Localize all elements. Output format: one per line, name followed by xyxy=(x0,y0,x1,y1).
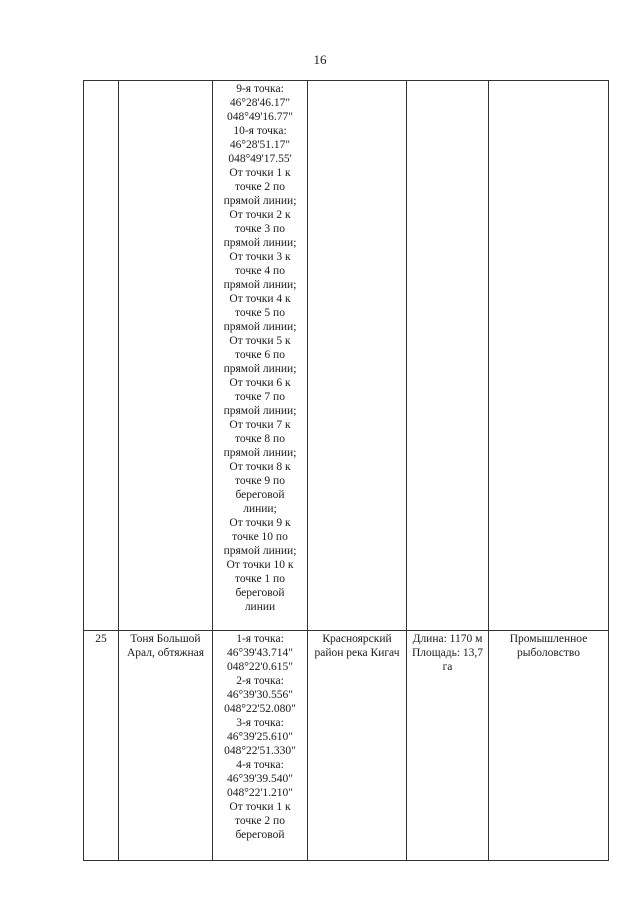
document-table xyxy=(83,80,609,861)
coordinate-line: прямой линии; xyxy=(223,447,297,459)
cell-purpose xyxy=(489,81,609,631)
coordinate-line: От точки 7 к xyxy=(229,419,291,431)
coordinate-line: точке 8 по xyxy=(235,433,285,445)
coordinate-line: точке 3 по xyxy=(235,223,285,235)
coordinate-line: 46°39'30.556" xyxy=(227,689,293,701)
coordinate-line: 2-я точка: xyxy=(236,675,284,687)
cell-dimensions xyxy=(407,631,489,861)
cell-location xyxy=(308,631,407,861)
coordinate-line: 048°22'51.330" xyxy=(224,745,296,757)
coordinate-line: точке 1 по xyxy=(235,573,285,585)
coordinate-line: От точки 8 к xyxy=(229,461,291,473)
cell-coordinates xyxy=(213,81,308,631)
coordinate-line: От точки 6 к xyxy=(229,377,291,389)
coordinate-line: точке 2 по xyxy=(235,815,285,827)
cell-location xyxy=(308,81,407,631)
coordinate-line: 4-я точка: xyxy=(236,759,284,771)
coordinate-line: 048°22'1.210" xyxy=(227,787,293,799)
page-number: 16 xyxy=(313,52,327,67)
table-row xyxy=(84,631,609,861)
coordinate-line: 1-я точка: xyxy=(236,633,284,645)
coordinate-line: 048°22'0.615" xyxy=(227,661,293,673)
coordinate-line: точке 9 по xyxy=(235,475,285,487)
coordinate-line: линии xyxy=(244,601,276,613)
coordinate-line: прямой линии; xyxy=(223,279,297,291)
coordinate-line: прямой линии; xyxy=(223,237,297,249)
cell-name xyxy=(119,81,213,631)
cell-name xyxy=(119,631,213,861)
coordinates-list xyxy=(216,82,304,614)
coordinate-line: точке 10 по xyxy=(232,531,288,543)
cell-purpose xyxy=(489,631,609,861)
coordinate-line: 46°39'39.540" xyxy=(227,773,293,785)
coordinate-line: От точки 9 к xyxy=(229,517,291,529)
coordinate-line: точке 2 по xyxy=(235,181,285,193)
location-text: Красноярский район река Кигач xyxy=(314,633,400,659)
coordinate-line: береговой xyxy=(235,829,285,841)
cell-number xyxy=(84,81,119,631)
coordinate-line: прямой линии; xyxy=(223,405,297,417)
coordinate-line: 46°28'46.17" xyxy=(229,97,291,109)
coordinate-line: точке 6 по xyxy=(235,349,285,361)
cell-coordinates xyxy=(213,631,308,861)
cell-dimensions xyxy=(407,81,489,631)
coordinate-line: 46°39'43.714" xyxy=(227,647,293,659)
coordinate-line: 3-я точка: xyxy=(236,717,284,729)
fishing-site-name: Тоня Большой Арал, обтяжная xyxy=(126,633,204,659)
coordinate-line: прямой линии; xyxy=(223,195,297,207)
coordinate-line: прямой линии; xyxy=(223,545,297,557)
coordinate-line: 048°22'52.080" xyxy=(224,703,296,715)
coordinate-line: От точки 10 к xyxy=(226,559,294,571)
coordinate-line: От точки 4 к xyxy=(229,293,291,305)
purpose-text: Промышленное рыболовство xyxy=(509,633,588,659)
coordinate-line: линии; xyxy=(243,503,277,515)
coordinate-line: береговой xyxy=(235,489,285,501)
coordinate-line: От точки 2 к xyxy=(229,209,291,221)
coordinate-line: От точки 5 к xyxy=(229,335,291,347)
dimensions-text: Длина: 1170 м Площадь: 13,7 га xyxy=(411,633,484,673)
coordinate-line: 46°39'25.610" xyxy=(227,731,293,743)
table-row xyxy=(84,81,609,631)
cell-number: 25 xyxy=(84,631,119,861)
coordinate-line: точке 7 по xyxy=(235,391,285,403)
coordinate-line: точке 4 по xyxy=(235,265,285,277)
coordinate-line: От точки 3 к xyxy=(229,251,291,263)
coordinate-line: От точки 1 к xyxy=(229,167,291,179)
coordinate-line: береговой xyxy=(235,587,285,599)
coordinate-line: 9-я точка: xyxy=(236,83,284,95)
coordinate-line: 10-я точка: xyxy=(233,125,287,137)
coordinate-line: 46°28'51.17" xyxy=(229,139,291,151)
coordinate-line: точке 5 по xyxy=(235,307,285,319)
coordinate-line: 048°49'16.77" xyxy=(227,111,293,123)
coordinate-line: прямой линии; xyxy=(223,321,297,333)
coordinate-line: прямой линии; xyxy=(223,363,297,375)
coordinate-line: 048°49'17.55' xyxy=(228,153,292,165)
coordinates-list xyxy=(216,632,304,842)
coordinate-line: От точки 1 к xyxy=(229,801,291,813)
